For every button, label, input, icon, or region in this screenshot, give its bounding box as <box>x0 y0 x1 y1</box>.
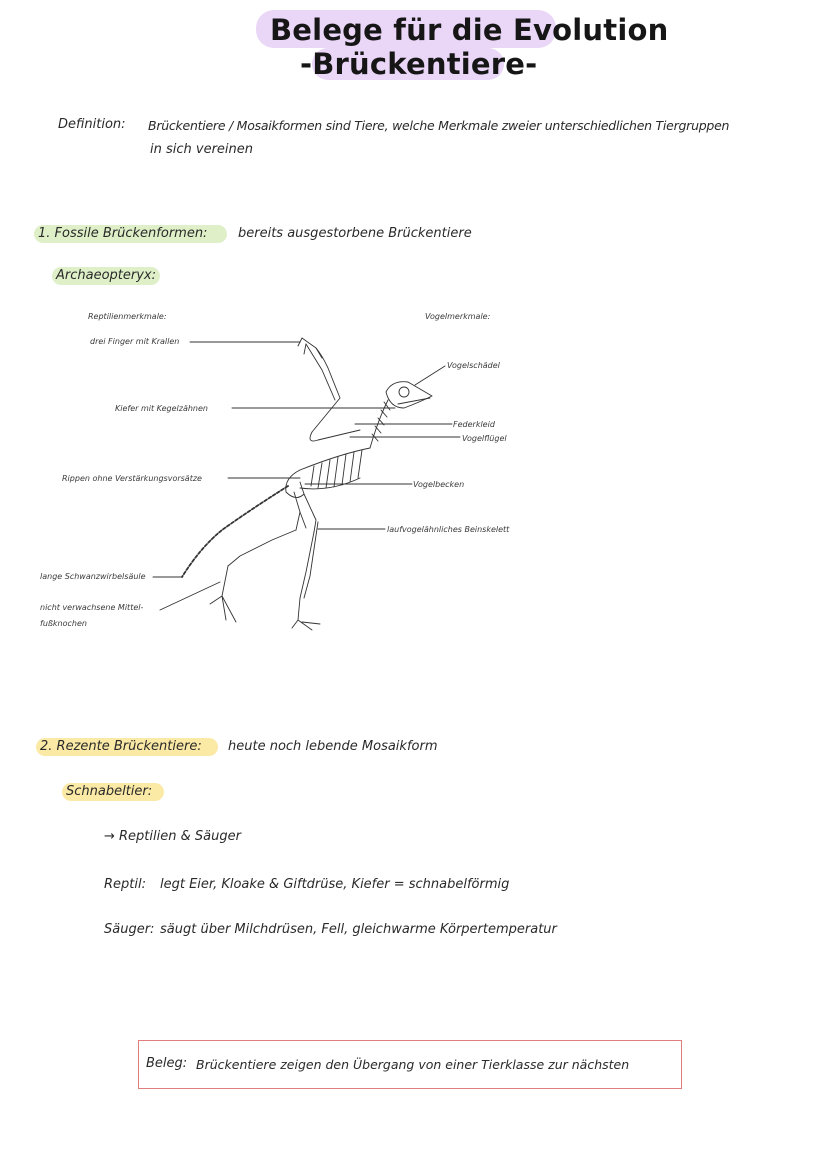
definition-text-line1: Brückentiere / Mosaikformen sind Tiere, welche Merkmale zweier unterschiedlichen Tiergruppen <box>148 118 730 133</box>
reptile-features: legt Eier, Kloake & Giftdrüse, Kiefer = schnabelförmig <box>160 877 510 892</box>
platypus-heading: Schnabeltier: <box>66 784 153 799</box>
section1-heading: 1. Fossile Brückenformen: <box>38 226 208 241</box>
archaeopteryx-heading: Archaeopteryx: <box>56 268 157 283</box>
leg-foot-2 <box>292 598 320 630</box>
page-title: Belege für die Evolution <box>270 13 669 47</box>
tail-vertebrae <box>182 486 288 577</box>
leg-foot-1 <box>210 566 236 622</box>
leg-tibia-1 <box>228 530 296 566</box>
label-bird-wing: Vogelflügel <box>462 434 507 443</box>
page-subtitle: -Brückentiere- <box>300 47 538 81</box>
section2-heading: 2. Rezente Brückentiere: <box>40 739 202 754</box>
mammal-features: säugt über Milchdrüsen, Fell, gleichwarme Körpertemperatur <box>160 922 557 937</box>
definition-text-line2: in sich vereinen <box>150 142 254 157</box>
skull-eye <box>399 387 409 397</box>
section1-text: bereits ausgestorbene Brückentiere <box>238 226 472 241</box>
definition-label: Definition: <box>58 117 126 132</box>
label-ribs: Rippen ohne Verstärkungsvorsätze <box>62 474 202 483</box>
label-leg-skeleton: laufvogelähnliches Beinskelett <box>387 525 510 534</box>
conclusion-text: Brückentiere zeigen den Übergang von einer Tierklasse zur nächsten <box>196 1057 630 1072</box>
reptile-features-header: Reptilienmerkmale: <box>88 312 167 321</box>
mammal-label: Säuger: <box>104 922 155 937</box>
ribs <box>300 450 362 489</box>
label-bird-pelvis: Vogelbecken <box>413 480 465 489</box>
wing-upper-arm <box>310 398 360 441</box>
bird-features-header: Vogelmerkmale: <box>425 312 491 321</box>
label-metatarsal-2: fußknochen <box>40 619 87 628</box>
label-jaw-teeth: Kiefer mit Kegelzähnen <box>115 404 208 413</box>
label-bird-skull: Vogelschädel <box>447 361 500 370</box>
label-tail: lange Schwanzwirbelsäule <box>40 572 146 581</box>
conclusion-label: Beleg: <box>146 1056 188 1071</box>
label-metatarsal-1: nicht verwachsene Mittel- <box>40 603 144 612</box>
label-feathers: Federkleid <box>453 420 495 429</box>
arrow-reptiles-mammals: → Reptilien & Säuger <box>104 829 241 844</box>
label-three-fingers: drei Finger mit Krallen <box>90 337 180 346</box>
leader-metatarsal <box>160 582 220 610</box>
wing-fingers <box>298 338 322 358</box>
reptile-label: Reptil: <box>104 877 146 892</box>
section2-text: heute noch lebende Mosaikform <box>228 739 438 754</box>
leader-bird-skull <box>415 366 445 385</box>
skull-outline <box>386 382 432 408</box>
skull-jaw <box>398 398 430 404</box>
